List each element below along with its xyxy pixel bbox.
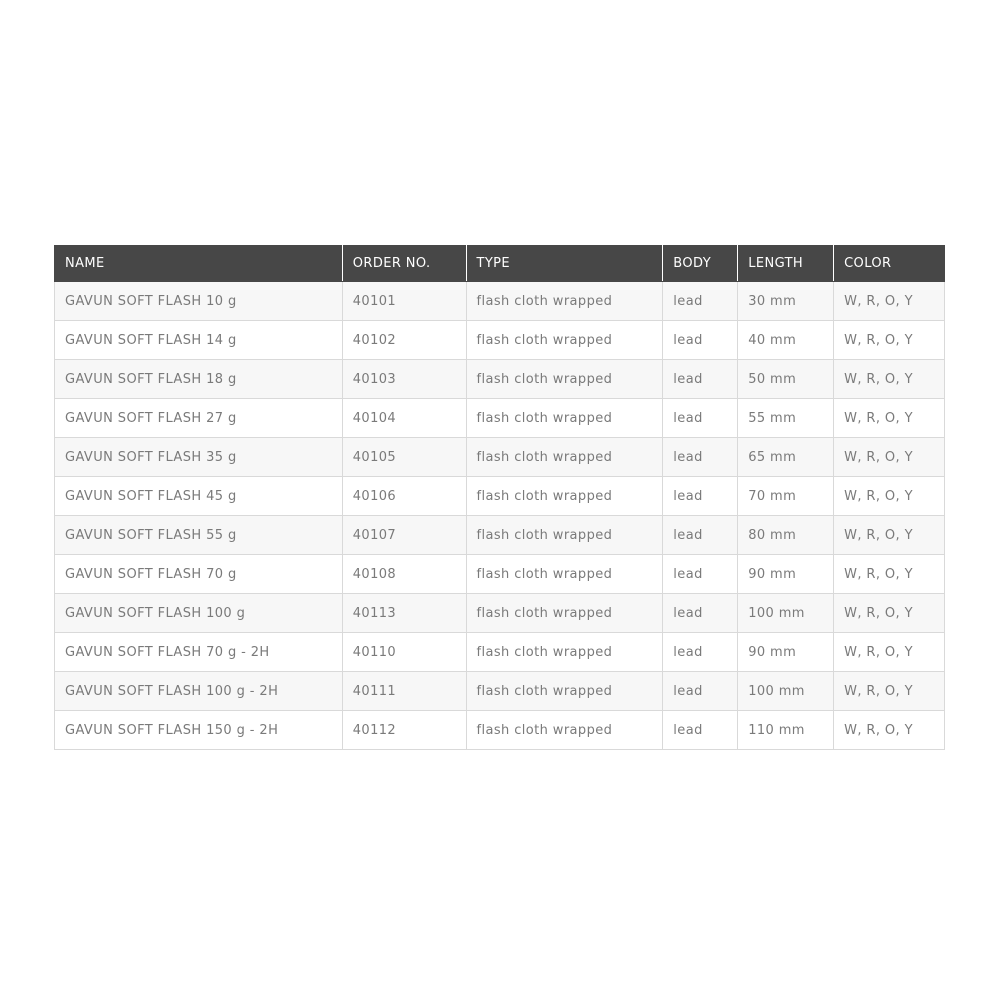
cell-color: W, R, O, Y bbox=[834, 633, 945, 672]
cell-order-no: 40102 bbox=[342, 321, 466, 360]
cell-body: lead bbox=[663, 360, 738, 399]
table-row bbox=[55, 438, 945, 477]
cell-type: flash cloth wrapped bbox=[466, 594, 663, 633]
column-header-name: NAME bbox=[55, 246, 343, 282]
table-row bbox=[55, 282, 945, 321]
cell-name: GAVUN SOFT FLASH 45 g bbox=[55, 477, 343, 516]
cell-order-no: 40107 bbox=[342, 516, 466, 555]
cell-color: W, R, O, Y bbox=[834, 438, 945, 477]
cell-name: GAVUN SOFT FLASH 55 g bbox=[55, 516, 343, 555]
cell-length: 80 mm bbox=[738, 516, 834, 555]
cell-type: flash cloth wrapped bbox=[466, 516, 663, 555]
cell-order-no: 40111 bbox=[342, 672, 466, 711]
cell-name: GAVUN SOFT FLASH 10 g bbox=[55, 282, 343, 321]
cell-length: 100 mm bbox=[738, 594, 834, 633]
cell-type: flash cloth wrapped bbox=[466, 672, 663, 711]
cell-length: 90 mm bbox=[738, 555, 834, 594]
cell-type: flash cloth wrapped bbox=[466, 477, 663, 516]
cell-color: W, R, O, Y bbox=[834, 399, 945, 438]
cell-color: W, R, O, Y bbox=[834, 711, 945, 750]
table-row bbox=[55, 672, 945, 711]
cell-length: 70 mm bbox=[738, 477, 834, 516]
table-row bbox=[55, 711, 945, 750]
cell-type: flash cloth wrapped bbox=[466, 711, 663, 750]
cell-name: GAVUN SOFT FLASH 100 g bbox=[55, 594, 343, 633]
cell-body: lead bbox=[663, 672, 738, 711]
product-spec-table bbox=[54, 245, 945, 750]
cell-color: W, R, O, Y bbox=[834, 321, 945, 360]
table-row bbox=[55, 360, 945, 399]
cell-order-no: 40108 bbox=[342, 555, 466, 594]
cell-order-no: 40101 bbox=[342, 282, 466, 321]
cell-length: 40 mm bbox=[738, 321, 834, 360]
cell-type: flash cloth wrapped bbox=[466, 282, 663, 321]
cell-body: lead bbox=[663, 633, 738, 672]
cell-type: flash cloth wrapped bbox=[466, 438, 663, 477]
cell-body: lead bbox=[663, 477, 738, 516]
cell-color: W, R, O, Y bbox=[834, 516, 945, 555]
cell-order-no: 40110 bbox=[342, 633, 466, 672]
cell-body: lead bbox=[663, 594, 738, 633]
table-body bbox=[55, 282, 945, 750]
header-row bbox=[55, 246, 945, 282]
table-row bbox=[55, 516, 945, 555]
cell-name: GAVUN SOFT FLASH 27 g bbox=[55, 399, 343, 438]
cell-type: flash cloth wrapped bbox=[466, 399, 663, 438]
cell-color: W, R, O, Y bbox=[834, 477, 945, 516]
column-header-body: BODY bbox=[663, 246, 738, 282]
cell-color: W, R, O, Y bbox=[834, 594, 945, 633]
column-header-length: LENGTH bbox=[738, 246, 834, 282]
cell-length: 55 mm bbox=[738, 399, 834, 438]
cell-name: GAVUN SOFT FLASH 100 g - 2H bbox=[55, 672, 343, 711]
table-row bbox=[55, 555, 945, 594]
cell-type: flash cloth wrapped bbox=[466, 633, 663, 672]
cell-body: lead bbox=[663, 711, 738, 750]
column-header-order-no: ORDER NO. bbox=[342, 246, 466, 282]
table-row bbox=[55, 399, 945, 438]
cell-order-no: 40105 bbox=[342, 438, 466, 477]
cell-order-no: 40103 bbox=[342, 360, 466, 399]
cell-body: lead bbox=[663, 321, 738, 360]
cell-length: 110 mm bbox=[738, 711, 834, 750]
cell-color: W, R, O, Y bbox=[834, 282, 945, 321]
cell-name: GAVUN SOFT FLASH 18 g bbox=[55, 360, 343, 399]
cell-name: GAVUN SOFT FLASH 14 g bbox=[55, 321, 343, 360]
cell-type: flash cloth wrapped bbox=[466, 555, 663, 594]
cell-order-no: 40112 bbox=[342, 711, 466, 750]
cell-color: W, R, O, Y bbox=[834, 555, 945, 594]
column-header-color: COLOR bbox=[834, 246, 945, 282]
cell-order-no: 40106 bbox=[342, 477, 466, 516]
cell-length: 100 mm bbox=[738, 672, 834, 711]
table-row bbox=[55, 633, 945, 672]
cell-body: lead bbox=[663, 282, 738, 321]
cell-length: 30 mm bbox=[738, 282, 834, 321]
cell-name: GAVUN SOFT FLASH 70 g - 2H bbox=[55, 633, 343, 672]
table-row bbox=[55, 477, 945, 516]
cell-length: 90 mm bbox=[738, 633, 834, 672]
table-row bbox=[55, 321, 945, 360]
table-header bbox=[55, 246, 945, 282]
cell-name: GAVUN SOFT FLASH 150 g - 2H bbox=[55, 711, 343, 750]
column-header-type: TYPE bbox=[466, 246, 663, 282]
cell-type: flash cloth wrapped bbox=[466, 360, 663, 399]
table-row bbox=[55, 594, 945, 633]
cell-body: lead bbox=[663, 555, 738, 594]
cell-color: W, R, O, Y bbox=[834, 672, 945, 711]
cell-order-no: 40113 bbox=[342, 594, 466, 633]
cell-length: 65 mm bbox=[738, 438, 834, 477]
cell-body: lead bbox=[663, 516, 738, 555]
cell-body: lead bbox=[663, 438, 738, 477]
cell-name: GAVUN SOFT FLASH 35 g bbox=[55, 438, 343, 477]
cell-type: flash cloth wrapped bbox=[466, 321, 663, 360]
cell-name: GAVUN SOFT FLASH 70 g bbox=[55, 555, 343, 594]
cell-body: lead bbox=[663, 399, 738, 438]
cell-color: W, R, O, Y bbox=[834, 360, 945, 399]
cell-length: 50 mm bbox=[738, 360, 834, 399]
cell-order-no: 40104 bbox=[342, 399, 466, 438]
